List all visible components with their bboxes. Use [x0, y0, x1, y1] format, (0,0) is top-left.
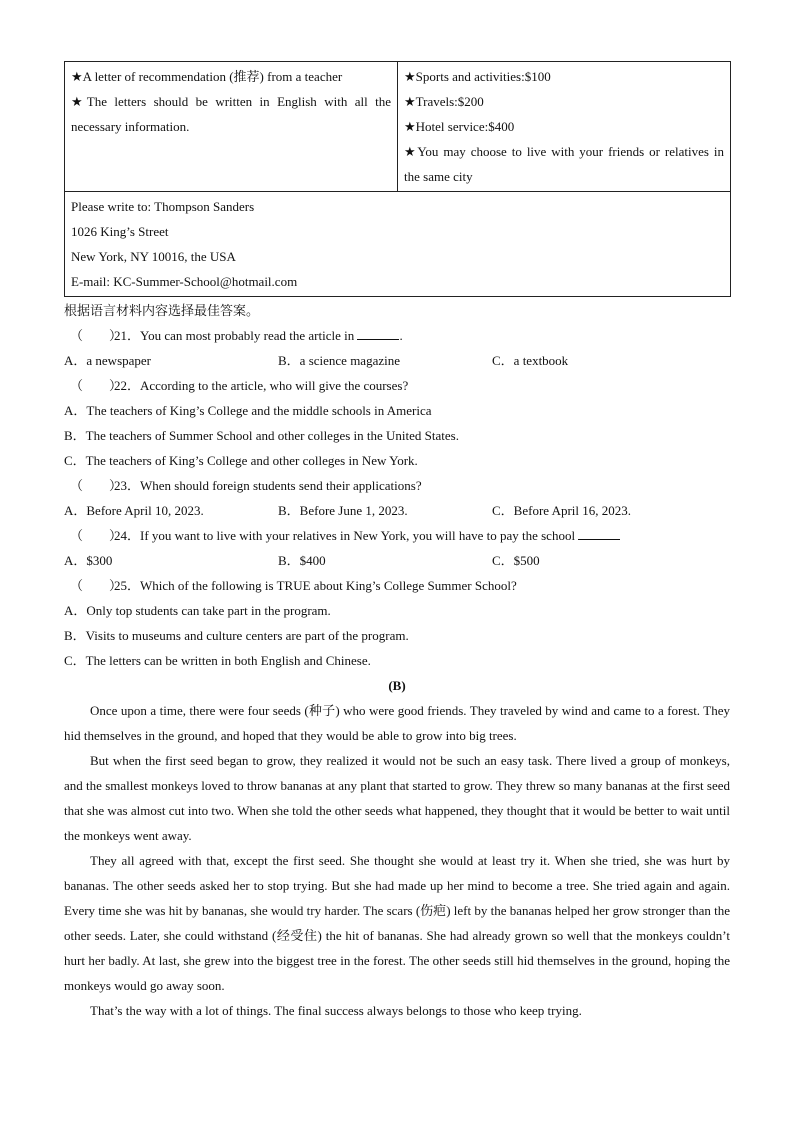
option-a[interactable]: A．a newspaper	[64, 353, 151, 368]
section-b-heading: (B)	[388, 678, 406, 693]
question-stem: 24．If you want to live with your relatives in New York, you will have to pay the school	[114, 528, 576, 543]
story-paragraph: But when the first seed began to grow, they realized it would not be such an easy task. There lived a group of monkeys, and the smallest monkeys loved to throw bananas at any plant that started to grow. They threw so many bananas at the first seed that she was almost cut into two. When she told the other seeds what happened, they thought that it would be better to wait until the monkeys went away.	[64, 753, 730, 843]
question-stem-end: .	[399, 328, 403, 343]
option-b[interactable]: B．a science magazine	[278, 353, 400, 368]
story-paragraph: They all agreed with that, except the first seed. She thought she would at least try it. When she tried, she was hurt by bananas. The other seeds asked her to stop trying. But she had made up her mind to become a tree. She tried again and again. Every time she was hit by bananas, she would try harder. The scars (伤疤) left by the bananas helped her grow stronger than the other seeds. Later, she could withstand (经受住) the hit of bananas. She had already grown so well that the monkeys couldn’t hurt her badly. At last, she grew into the biggest tree in the forest. The other seeds still hid themselves in the ground, hoping the monkeys would go away soon.	[64, 853, 730, 993]
answer-blank	[578, 527, 620, 540]
cost-item: ★Hotel service:$400	[404, 119, 515, 134]
question-stem: 21．You can most probably read the article in	[114, 328, 355, 343]
info-table	[64, 61, 731, 297]
address-line: New York, NY 10016, the USA	[71, 249, 236, 264]
answer-paren[interactable]: （ ）	[70, 528, 123, 543]
question-24	[64, 523, 730, 548]
option-a[interactable]: A．The teachers of King’s College and the middle schools in America	[64, 403, 432, 418]
option-c[interactable]: C．The teachers of King’s College and other colleges in New York.	[64, 453, 418, 468]
answer-paren[interactable]: （ ）	[70, 328, 123, 343]
options-21	[64, 348, 730, 373]
option-b[interactable]: B．The teachers of Summer School and other colleges in the United States.	[64, 428, 459, 443]
address-line: E-mail: KC-Summer-School@hotmail.com	[71, 274, 298, 289]
answer-blank	[357, 327, 399, 340]
option-b[interactable]: B．$400	[278, 553, 326, 568]
question-stem: 23．When should foreign students send their applications?	[114, 478, 422, 493]
option-b[interactable]: B．Before June 1, 2023.	[278, 503, 408, 518]
question-stem: 22．According to the article, who will give the courses?	[114, 378, 409, 393]
story-paragraph: Once upon a time, there were four seeds (种子) who were good friends. They traveled by wind and came to a forest. They hid themselves in the ground, and hoped that they would be able to grow into big trees.	[64, 703, 730, 743]
options-23	[64, 498, 730, 523]
exam-page	[64, 61, 730, 1023]
question-22	[64, 373, 730, 398]
requirement-item: ★The letters should be written in English with all the necessary information.	[71, 94, 391, 134]
cost-item: ★You may choose to live with your friends or relatives in the same city	[404, 144, 724, 184]
option-a[interactable]: A．Only top students can take part in the program.	[64, 603, 331, 618]
option-c[interactable]: C．Before April 16, 2023.	[492, 503, 632, 518]
story-paragraph: That’s the way with a lot of things. The final success always belongs to those who keep trying.	[90, 1003, 582, 1018]
option-a[interactable]: A．Before April 10, 2023.	[64, 503, 204, 518]
option-c[interactable]: C．The letters can be written in both English and Chinese.	[64, 653, 371, 668]
answer-paren[interactable]: （ ）	[70, 378, 123, 393]
answer-paren[interactable]: （ ）	[70, 478, 123, 493]
instruction: 根据语言材料内容选择最佳答案。	[64, 303, 260, 318]
requirements-cell	[65, 62, 398, 192]
option-b[interactable]: B．Visits to museums and culture centers are part of the program.	[64, 628, 409, 643]
question-stem: 25．Which of the following is TRUE about King’s College Summer School?	[114, 578, 517, 593]
option-c[interactable]: C．$500	[492, 553, 540, 568]
question-23	[64, 473, 730, 498]
address-line: Please write to: Thompson Sanders	[71, 199, 255, 214]
address-line: 1026 King’s Street	[71, 224, 169, 239]
cost-cell	[398, 62, 731, 192]
option-a[interactable]: A．$300	[64, 553, 113, 568]
cost-item: ★Sports and activities:$100	[404, 69, 551, 84]
options-24	[64, 548, 730, 573]
requirement-item: ★A letter of recommendation (推荐) from a teacher	[71, 69, 343, 84]
answer-paren[interactable]: （ ）	[70, 578, 123, 593]
question-25	[64, 573, 730, 598]
option-c[interactable]: C．a textbook	[492, 353, 569, 368]
question-21	[64, 323, 730, 348]
cost-item: ★Travels:$200	[404, 94, 484, 109]
address-cell	[65, 192, 731, 297]
